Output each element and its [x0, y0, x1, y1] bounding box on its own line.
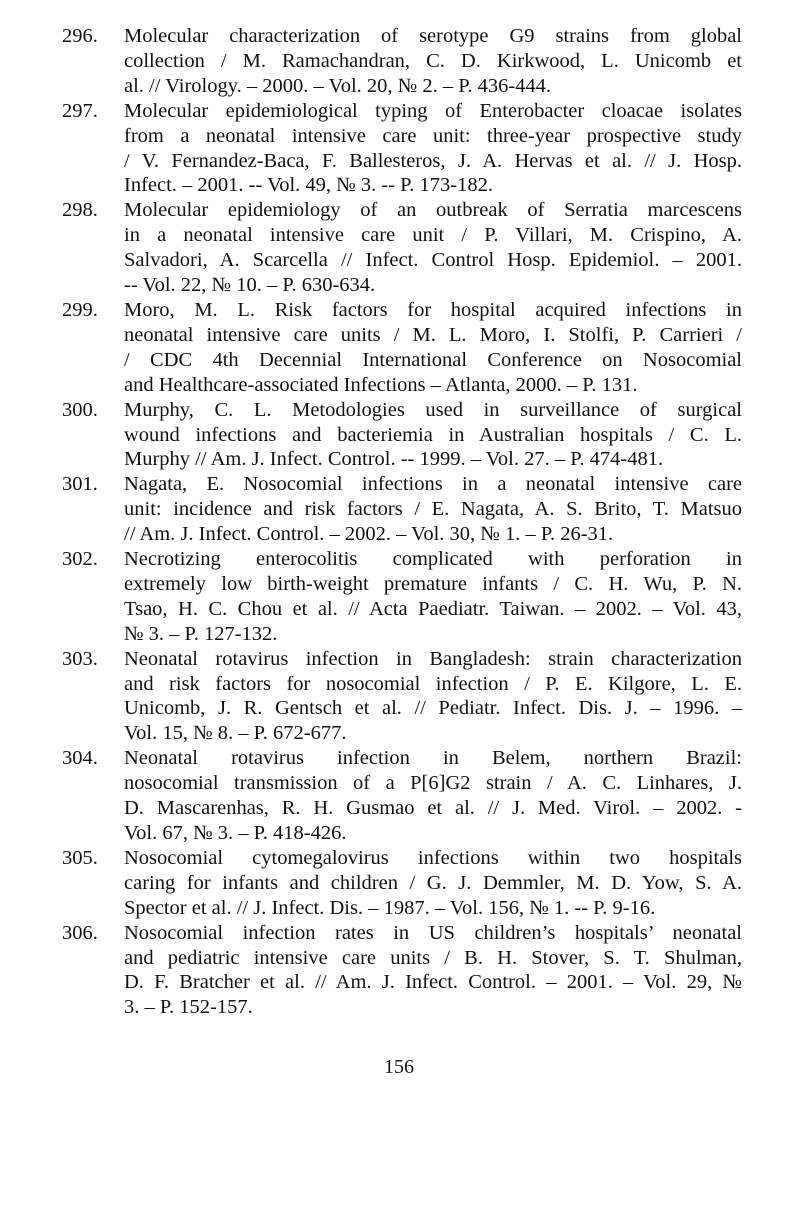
reference-item-306 [62, 921, 742, 1021]
reference-item-302 [62, 547, 742, 647]
reference-line: Nagata, E. Nosocomial infections in a neonatal intensive care [124, 473, 742, 496]
reference-line: Salvadori, A. Scarcella // Infect. Control Hosp. Epidemiol. – 2001. [124, 249, 742, 272]
reference-line: -- Vol. 22, № 10. – P. 630-634. [124, 274, 376, 297]
reference-number: 301. [62, 473, 98, 496]
reference-text [124, 24, 742, 99]
reference-item-305 [62, 846, 742, 921]
reference-line: / V. Fernandez-Baca, F. Ballesteros, J. A. Hervas et al. // J. Hosp. [124, 149, 742, 172]
reference-item-301 [62, 472, 742, 547]
page-number: 156 [384, 1056, 414, 1078]
reference-line: // Am. J. Infect. Control. – 2002. – Vol. 30, № 1. – P. 26-31. [124, 523, 614, 546]
reference-item-298 [62, 198, 742, 298]
reference-line: Moro, M. L. Risk factors for hospital acquired infections in [124, 298, 742, 321]
reference-line: Tsao, H. C. Chou et al. // Acta Paediatr. Taiwan. – 2002. – Vol. 43, [124, 597, 742, 620]
reference-line: and risk factors for nosocomial infection / P. E. Kilgore, L. E. [124, 672, 742, 695]
reference-item-299 [62, 298, 742, 398]
reference-line: Nosocomial cytomegalovirus infections within two hospitals [124, 846, 742, 869]
reference-number: 298. [62, 199, 98, 222]
reference-item-304 [62, 746, 742, 846]
reference-text [124, 647, 742, 747]
reference-number: 305. [62, 846, 98, 869]
reference-line: caring for infants and children / G. J. Demmler, M. D. Yow, S. A. [124, 871, 742, 894]
reference-line: collection / M. Ramachandran, C. D. Kirkwood, L. Unicomb et [124, 49, 742, 72]
reference-number: 306. [62, 921, 98, 944]
reference-line: Molecular epidemiological typing of Enterobacter cloacae isolates [124, 99, 742, 122]
reference-line: Molecular characterization of serotype G9 strains from global [124, 25, 742, 47]
reference-line: Vol. 67, № 3. – P. 418-426. [124, 822, 347, 844]
reference-text [124, 99, 742, 199]
reference-number: 299. [62, 298, 98, 321]
reference-text [124, 846, 742, 921]
reference-line: D. Mascarenhas, R. H. Gusmao et al. // J. Med. Virol. – 2002. - [124, 797, 742, 820]
reference-line: Molecular epidemiology of an outbreak of Serratia marcescens [124, 199, 742, 222]
reference-line: neonatal intensive care units / M. L. Moro, I. Stolfi, P. Carrieri / [124, 323, 742, 346]
reference-line: wound infections and bacteriemia in Australian hospitals / C. L. [124, 423, 742, 446]
reference-item-297 [62, 99, 742, 199]
reference-text [124, 398, 742, 473]
reference-line: and Healthcare-associated Infections – Atlanta, 2000. – P. 131. [124, 373, 638, 396]
reference-line: 3. – P. 152-157. [124, 996, 253, 1019]
reference-number: 297. [62, 99, 98, 122]
reference-line: № 3. – P. 127-132. [124, 622, 278, 645]
reference-text [124, 298, 742, 398]
reference-line: Necrotizing enterocolitis complicated with perforation in [124, 548, 742, 571]
reference-line: Neonatal rotavirus infection in Belem, northern Brazil: [124, 747, 742, 770]
reference-line: Unicomb, J. R. Gentsch et al. // Pediatr. Infect. Dis. J. – 1996. – [124, 697, 742, 720]
reference-line: Spector et al. // J. Infect. Dis. – 1987. – Vol. 156, № 1. -- P. 9-16. [124, 896, 656, 919]
reference-line: Murphy // Am. J. Infect. Control. -- 1999. – Vol. 27. – P. 474-481. [124, 448, 664, 471]
reference-line: al. // Virology. – 2000. – Vol. 20, № 2. – P. 436-444. [124, 74, 552, 97]
reference-line: Vol. 15, № 8. – P. 672-677. [124, 722, 347, 745]
reference-text [124, 921, 742, 1021]
reference-line: extremely low birth-weight premature infants / C. H. Wu, P. N. [124, 572, 742, 595]
reference-number: 304. [62, 747, 98, 770]
reference-number: 296. [62, 25, 98, 47]
reference-number: 303. [62, 647, 98, 670]
reference-item-300 [62, 398, 742, 473]
reference-text [124, 547, 742, 647]
reference-number: 302. [62, 548, 98, 571]
reference-line: Murphy, C. L. Metodologies used in surveillance of surgical [124, 398, 742, 421]
reference-line: Neonatal rotavirus infection in Bangladesh: strain characterization [124, 647, 742, 670]
reference-line: and pediatric intensive care units / B. H. Stover, S. T. Shulman, [124, 946, 742, 969]
reference-line: Nosocomial infection rates in US children’s hospitals’ neonatal [124, 921, 742, 944]
reference-text [124, 472, 742, 547]
reference-item-303 [62, 647, 742, 747]
reference-list [62, 24, 742, 1020]
reference-line: / CDC 4th Decennial International Conference on Nosocomial [124, 348, 742, 371]
reference-line: Infect. – 2001. -- Vol. 49, № 3. -- P. 173-182. [124, 174, 493, 197]
reference-line: in a neonatal intensive care unit / P. Villari, M. Crispino, A. [124, 224, 742, 247]
reference-line: from a neonatal intensive care unit: three-year prospective study [124, 124, 742, 147]
reference-line: D. F. Bratcher et al. // Am. J. Infect. Control. – 2001. – Vol. 29, № [124, 971, 742, 994]
reference-number: 300. [62, 398, 98, 421]
reference-item-296 [62, 24, 742, 99]
reference-line: unit: incidence and risk factors / E. Nagata, A. S. Brito, T. Matsuo [124, 498, 742, 521]
reference-line: nosocomial transmission of a P[6]G2 strain / A. C. Linhares, J. [124, 772, 742, 795]
reference-text [124, 746, 742, 846]
reference-text [124, 198, 742, 298]
